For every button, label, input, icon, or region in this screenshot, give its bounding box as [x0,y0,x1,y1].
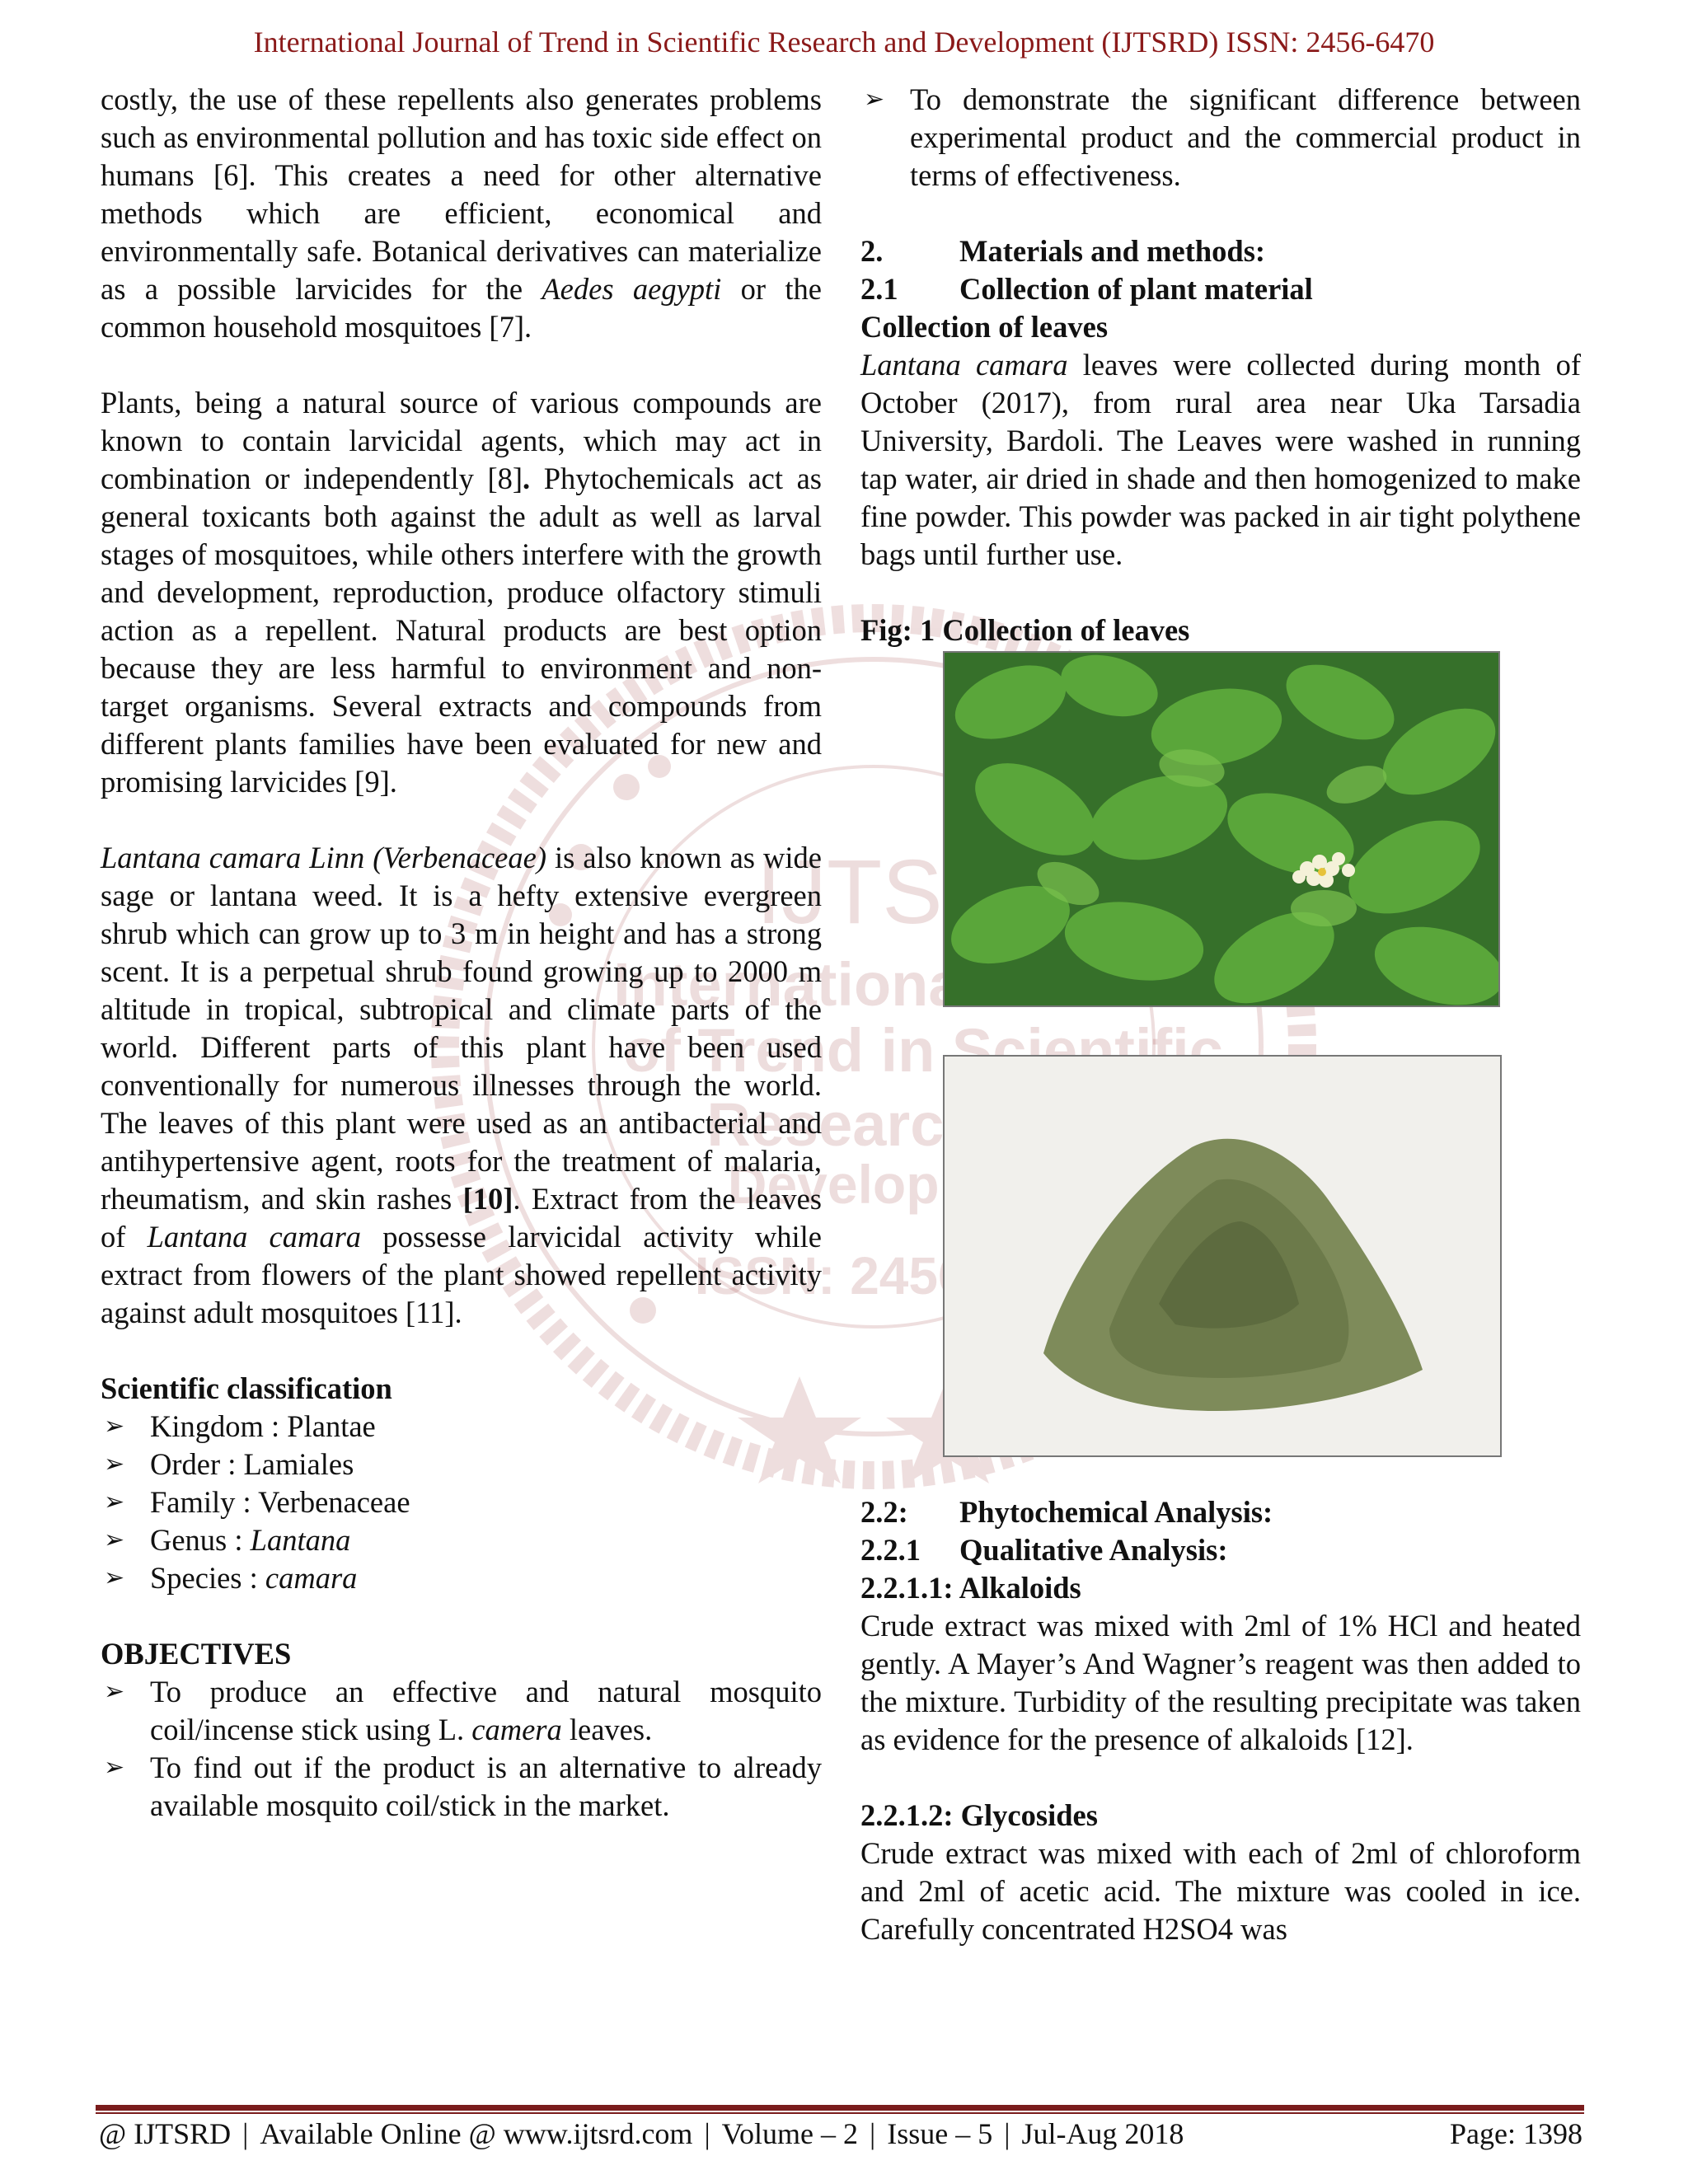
section-heading: 2. Materials and methods: [860,234,1266,268]
classification-list [101,1408,822,1597]
section-heading: 2.2: Phytochemical Analysis: [860,1495,1273,1529]
glycosides-heading: 2.2.1.2: Glycosides [860,1798,1098,1832]
list-item: ➢ Kingdom : Plantae [101,1408,822,1446]
running-header: International Journal of Trend in Scientific Research and Development (IJTSRD) ISSN: 2456-6470 [253,26,1435,59]
paragraph-alkaloids: Crude extract was mixed with 2ml of 1% HCl and heated gently. A Mayer’s And Wagner’s reagent was then added to the mixture. Turbidity of the resulting precipitate was taken as evidence for the presence of alkaloids [12]. [860,1609,1581,1756]
subsection-heading: 2.1 Collection of plant material [860,272,1313,306]
seal-line1-text: International Journal [613,950,1217,1019]
alkaloids-heading: 2.2.1.1: Alkaloids [860,1571,1081,1605]
footer-journal: @ IJTSRD [99,2117,232,2150]
list-item: ➢ Order : Lamiales [101,1446,822,1483]
paragraph-lantana: Lantana camara Linn (Verbenaceae) is also known as wide sage or lantana weed. It is a hefty extensive evergreen shrub which can grow up to 3 m in height and has a strong scent. It is a perpetual shrub found growing up to 2000 m altitude in tropical, subtropical and climate parts of the world. Different parts of this plant have been used conventionally for numerous illnesses through the world. The leaves of this plant were used as an antibacterial and antihypertensive agent, roots for the treatment of malaria, rheumatism, and skin rashes [10]. Extract from the leaves of Lantana camara possesse larvicidal activity while extract from flowers of the plant showed repellent activity against adult mosquitoes [11]. [101,841,822,1329]
left-column [101,81,822,1825]
right-column [860,81,1581,649]
page-number: Page: 1398 [1450,2117,1582,2150]
objectives-list-continued [860,81,1581,194]
footer-left: @ IJTSRD | Available Online @ www.ijtsrd.com | Volume – 2 | Issue – 5 | Jul-Aug 2018 [99,2117,1184,2150]
objectives-heading: OBJECTIVES [101,1637,292,1671]
leaf-powder-photo [943,1055,1502,1457]
footer-rule [96,2105,1584,2111]
subheading-collection: Collection of leaves [860,310,1109,344]
seal-line4-text: Development [727,1154,1070,1215]
list-item: ➢ Species : camara [101,1559,822,1597]
seal-line3-text: Research and [706,1090,1107,1159]
seal-line2-text: of Trend in Scientific [623,1016,1223,1085]
page-footer [99,2116,1582,2151]
classification-heading: Scientific classification [101,1371,392,1405]
footer-date: Jul-Aug 2018 [1021,2117,1184,2150]
objectives-list [101,1673,822,1825]
list-item: ➢ To find out if the product is an alternative to already available mosquito coil/stick in the market. [101,1749,822,1825]
seal-name-text: IJTSRD [756,841,1074,943]
lantana-leaves-image [945,653,1500,1007]
footer-rule-thin [96,2112,1584,2114]
figure-caption: Fig: 1 Collection of leaves [860,613,1190,647]
lantana-plant-photo [943,651,1500,1007]
list-item: ➢ To demonstrate the significant difference between experimental product and the commercial product in terms of effectiveness. [860,81,1581,194]
footer-issue: Issue – 5 [887,2117,993,2150]
subsection-heading: 2.2.1 Qualitative Analysis: [860,1533,1228,1567]
paragraph-collection: Lantana camara leaves were collected during month of October (2017), from rural area near Uka Tarsadia University, Bardoli. The Leaves were washed in running tap water, air dried in shade and then homogenized to make fine powder. This powder was packed in air tight polythene bags until further use. [860,348,1581,571]
footer-volume: Volume – 2 [721,2117,858,2150]
footer-online-link[interactable]: Available Online @ www.ijtsrd.com [260,2117,693,2150]
list-item: ➢ Family : Verbenaceae [101,1483,822,1521]
paragraph-glycosides: Crude extract was mixed with each of 2ml of chloroform and 2ml of acetic acid. The mixture was cooled in ice. Carefully concentrated H2SO4 was [860,1836,1581,1946]
leaf-powder-image [945,1057,1502,1457]
list-item: ➢ To produce an effective and natural mosquito coil/incense stick using L. camera leaves. [101,1673,822,1749]
list-item: ➢ Genus : Lantana [101,1521,822,1559]
paragraph-intro-continued: costly, the use of these repellents also generates problems such as environmental pollution and has toxic side effect on humans [6]. This creates a need for other alternative methods which are efficient, economical and environmentally safe. Botanical derivatives can materialize as a possible larvicides for the Aedes aegypti or the common household mosquitoes [7]. [101,82,823,344]
right-column-lower [860,1493,1581,1948]
seal-issn-text: ISSN: 2456-6470 [694,1246,1103,1305]
paragraph-plants: Plants, being a natural source of various compounds are known to contain larvicidal agents, which may act in combination or independently [8]. Phytochemicals act as general toxicants both against the adult as well as larval stages of mosquitoes, while others interfere with the growth and development, reproduction, produce olfactory stimuli action as a repellent. Natural products are best option because they are less harmful to environment and non-target organisms. Several extracts and compounds from different plants families have been evaluated for new and promising larvicides [9]. [101,386,822,799]
